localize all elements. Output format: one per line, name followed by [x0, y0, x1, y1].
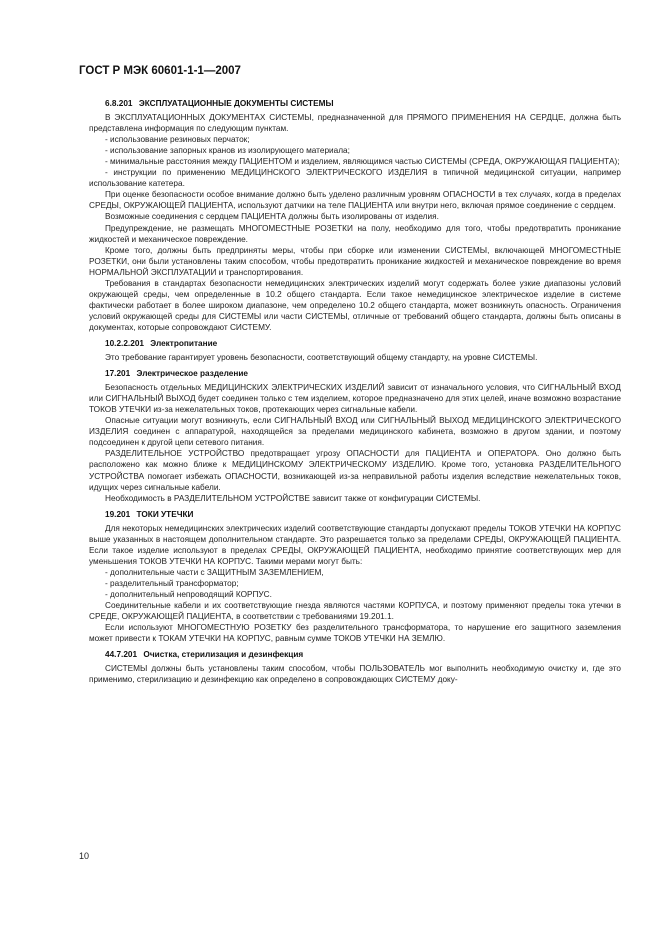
paragraph: В ЭКСПЛУАТАЦИОННЫХ ДОКУМЕНТАХ СИСТЕМЫ, предназначенной для ПРЯМОГО ПРИМЕНЕНИЯ НА СЕРДЦЕ, должна быть представлена информация по следующим пунктам.	[89, 113, 621, 134]
paragraph: Соединительные кабели и их соответствующие гнезда являются частями КОРПУСА, и поэтому применяют пределы тока утечки в СРЕДЕ, ОКРУЖАЮЩЕЙ ПАЦИЕНТА, в соответствии с требованиями 19.201.1.	[89, 601, 621, 622]
section-number: 44.7.201	[105, 650, 138, 660]
section-heading	[89, 98, 621, 109]
paragraph: При оценке безопасности особое внимание должно быть уделено различным уровням ОПАСНОСТИ в тех случаях, когда в пределах СРЕДЫ, ОКРУЖАЮЩЕЙ ПАЦИЕНТА, используют датчики на теле ПАЦИЕНТА или внутри него, включая прямое соединение с сердцем.	[89, 190, 621, 211]
list-item: - дополнительные части с ЗАЩИТНЫМ ЗАЗЕМЛЕНИЕМ,	[105, 567, 324, 577]
paragraph: Кроме того, должны быть предприняты меры, чтобы при сборке или изменении СИСТЕМЫ, включающей МНОГОМЕСТНЫЕ РОЗЕТКИ, они были установлены таким способом, чтобы предотвратить проникание жидкостей и механическое повреждение во время НОРМАЛЬНОЙ ЭКСПЛУАТАЦИИ и транспортирования.	[89, 245, 621, 277]
paragraph: Предупреждение, не размещать МНОГОМЕСТНЫЕ РОЗЕТКИ на полу, необходимо для того, чтобы предотвратить проникание жидкостей и механическое повреждение.	[89, 223, 621, 244]
section-title: ТОКИ УТЕЧКИ	[136, 509, 194, 519]
list-item: - инструкции по применению МЕДИЦИНСКОГО ЭЛЕКТРИЧЕСКОГО ИЗДЕЛИЯ в типичной медицинской ситуации, например использование катетера.	[89, 168, 621, 189]
paragraph: РАЗДЕЛИТЕЛЬНОЕ УСТРОЙСТВО предотвращает угрозу ОПАСНОСТИ для ПАЦИЕНТА и ОПЕРАТОРА. Оно должно быть расположено как можно ближе к МЕДИЦИНСКОМУ ЭЛЕКТРИЧЕСКОМУ ИЗДЕЛИЮ. Кроме того, установка РАЗДЕЛИТЕЛЬНОГО УСТРОЙСТВА помогает избежать ОПАСНОСТИ, возникающей из-за неправильной работы изделия вследствие нежелательных токов, идущих через сигнальные кабели.	[89, 449, 621, 492]
section-number: 19.201	[105, 509, 131, 519]
section-number: 17.201	[105, 369, 131, 379]
section-heading	[89, 368, 621, 379]
section-heading	[89, 509, 621, 520]
section-number: 6.8.201	[105, 99, 133, 108]
section-title: ЭКСПЛУАТАЦИОННЫЕ ДОКУМЕНТЫ СИСТЕМЫ	[138, 99, 334, 108]
document-body	[89, 96, 621, 685]
section-heading	[89, 338, 621, 349]
paragraph: Требования в стандартах безопасности немедицинских электрических изделий могут содержать более узкие диапазоны условий окружающей среды, чем определенные в 10.2 общего стандарта. Если такое немедицинское электрическое изделие в системе фактически работает в более широком диапазоне, чем определено 10.2 общего стандарта, может возникнуть опасность. Ограничения условий окружающей среды для СИСТЕМЫ или части СИСТЕМЫ, отличные от требований общего стандарта, должны быть описаны в документах, которые сопровождают СИСТЕМУ.	[89, 278, 621, 332]
paragraph: Для некоторых немедицинских электрических изделий соответствующие стандарты допускают пределы ТОКОВ УТЕЧКИ НА КОРПУС выше указанных в настоящем дополнительном стандарте. Это разрешается только за пределами СРЕДЫ, ОКРУЖАЮЩЕЙ ПАЦИЕНТА. Если такое изделие используют в пределах СРЕДЫ, ОКРУЖАЮЩЕЙ ПАЦИЕНТА, необходимо принятие соответствующих мер для уменьшения ТОКОВ УТЕЧКИ НА КОРПУС. Такими мерами могут быть:	[89, 523, 621, 566]
list-item: - использование резиновых перчаток;	[105, 135, 250, 145]
list-item: - дополнительный непроводящий КОРПУС.	[105, 589, 272, 599]
paragraph: Необходимость в РАЗДЕЛИТЕЛЬНОМ УСТРОЙСТВЕ зависит также от конфигурации СИСТЕМЫ.	[105, 493, 481, 503]
section-title: Электрическое разделение	[136, 369, 249, 379]
page-number: 10	[79, 851, 90, 861]
list-item: - разделительный трансформатор;	[105, 578, 239, 588]
paragraph: СИСТЕМЫ должны быть установлены таким способом, чтобы ПОЛЬЗОВАТЕЛЬ мог выполнить необходимую очистку и, где это применимо, стерилизацию и дезинфекцию как определено в сопровождающих СИСТЕМУ доку-	[89, 664, 621, 685]
paragraph: Это требование гарантирует уровень безопасности, соответствующий общему стандарту, на уровне СИСТЕМЫ.	[105, 353, 538, 363]
section-title: Электропитание	[150, 338, 218, 348]
section-title: Очистка, стерилизация и дезинфекция	[143, 650, 304, 660]
list-item: - минимальные расстояния между ПАЦИЕНТОМ и изделием, являющимся частью СИСТЕМЫ (СРЕДА, ОКРУЖАЮЩАЯ ПАЦИЕНТА);	[105, 157, 620, 167]
paragraph: Безопасность отдельных МЕДИЦИНСКИХ ЭЛЕКТРИЧЕСКИХ ИЗДЕЛИЙ зависит от изначального условия, что СИГНАЛЬНЫЙ ВХОД или СИГНАЛЬНЫЙ ВЫХОД будет соединен только с тем изделием, которое предназначено для этих целей, иначе возможно возрастание ТОКОВ УТЕЧКИ из-за нежелательных токов, протекающих через сигнальные кабели.	[89, 383, 621, 415]
paragraph: Возможные соединения с сердцем ПАЦИЕНТА должны быть изолированы от изделия.	[105, 212, 439, 222]
paragraph: Если используют МНОГОМЕСТНУЮ РОЗЕТКУ без разделительного трансформатора, то нарушение его защитного заземления может привести к ТОКАМ УТЕЧКИ НА КОРПУС, равным сумме ТОКОВ УТЕЧКИ НА ЗЕМЛЮ.	[89, 623, 621, 644]
paragraph: Опасные ситуации могут возникнуть, если СИГНАЛЬНЫЙ ВХОД или СИГНАЛЬНЫЙ ВЫХОД МЕДИЦИНСКОГО ЭЛЕКТРИЧЕСКОГО ИЗДЕЛИЯ соединен с аппаратурой, находящейся за пределами медицинского кабинета, возможно в другом здании, и поэтому подсоединен к другой цепи сетевого питания.	[89, 416, 621, 448]
section-heading	[89, 649, 621, 660]
standard-header: ГОСТ Р МЭК 60601-1-1—2007	[79, 65, 241, 77]
section-number: 10.2.2.201	[105, 338, 144, 348]
list-item: - использование запорных кранов из изолирующего материала;	[105, 146, 350, 156]
